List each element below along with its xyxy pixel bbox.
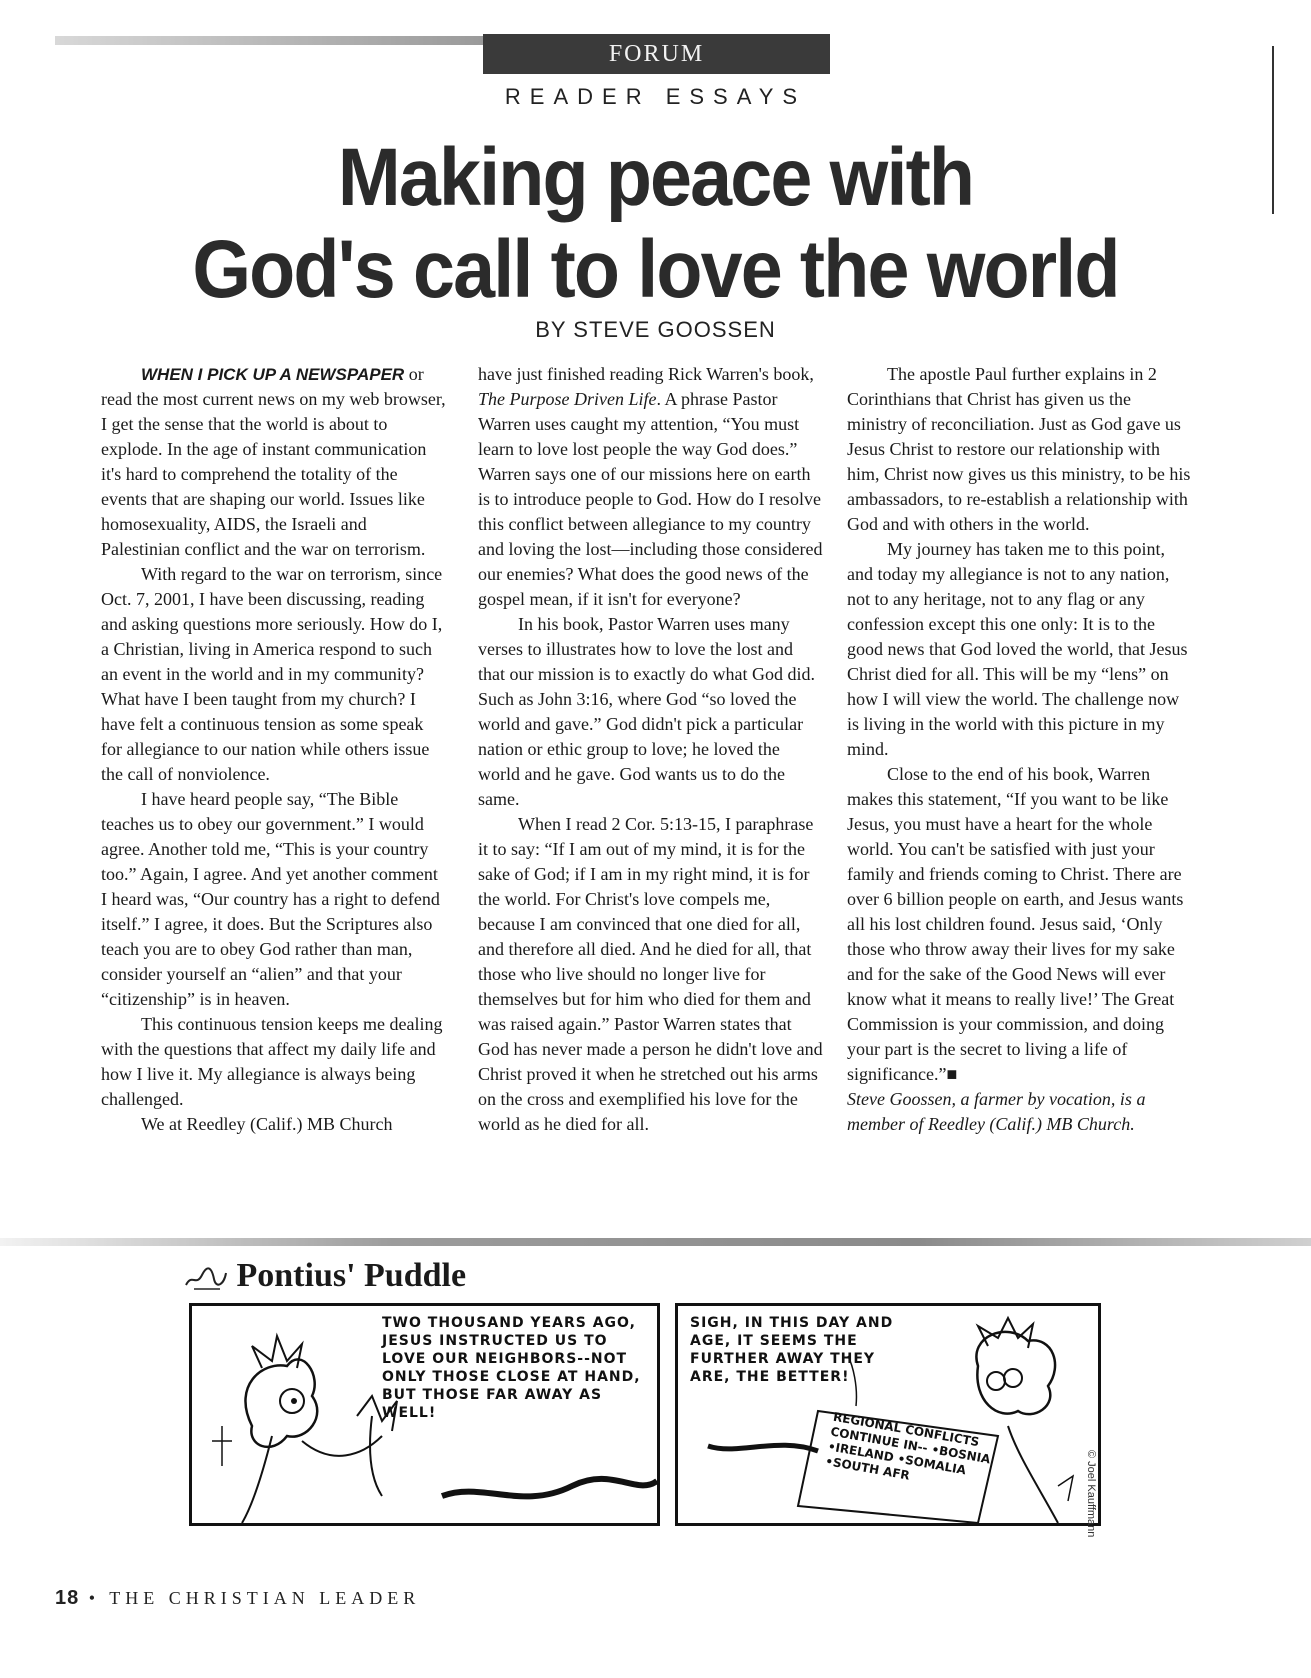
byline: BY STEVE GOOSSEN bbox=[535, 317, 776, 342]
comic-title-text: Pontius' Puddle bbox=[236, 1257, 467, 1294]
paragraph bbox=[847, 762, 1192, 1087]
paragraph: In his book, Pastor Warren uses many verses to illustrates how to love the lost and that our mission is to exactly do what God did. Such as John 3:16, where God “so loved the world and gave.” God didn't pick a particular nation or ethic group to love; he loved the world and he gave. God wants us to do the same. bbox=[478, 614, 815, 809]
speech-bubble-2: SIGH, IN THIS DAY AND AGE, IT SEEMS THE FURTHER AWAY THEY ARE, THE BETTER! bbox=[690, 1315, 894, 1385]
character-illustration bbox=[192, 1306, 657, 1523]
paragraph: We at Reedley (Calif.) MB Church bbox=[141, 1114, 393, 1134]
section-label: FORUM bbox=[483, 34, 830, 74]
comic-title bbox=[184, 1257, 466, 1295]
paragraph: The apostle Paul further explains in 2 Corinthians that Christ has given us the ministry of reconciliation. Just as God gave us Jesus Christ to restore our relationship with him, Christ now gives us this ministry, to be his ambassadors, to re-establish a relationship with God and with others in the world. bbox=[847, 364, 1191, 534]
end-mark: ■ bbox=[946, 1064, 958, 1084]
paragraph: I have heard people say, “The Bible teaches us to obey our government.” I would agree. Another told me, “This is your country too.” Again, I agree. And yet another comment I heard was, “Our country has a right to defend itself.” I agree, it does. But the Scriptures also teach you are to obey God rather than man, consider yourself an “alien” and that your “citizenship” is in heaven. bbox=[101, 789, 440, 1009]
cartoon-signature-icon bbox=[184, 1265, 228, 1291]
page-footer bbox=[55, 1587, 420, 1610]
right-margin-rule bbox=[1272, 46, 1274, 214]
article-column-3 bbox=[847, 362, 1192, 1137]
paragraph-text: Close to the end of his book, Warren makes this statement, “If you want to be like Jesus, you must have a heart for the whole world. You can't be satisfied with just your family and friends coming to Christ. There are over 6 billion people on earth, and Jesus wants all his lost children found. Jesus said, ‘Only those who throw away their lives for my sake and for the sake of the Good News will ever know what it means to really live!’ The Great Commission is your commission, and doing your part is the secret to living a life of significance.” bbox=[847, 764, 1184, 1084]
paragraph: My journey has taken me to this point, and today my allegiance is not to any nation, not to any heritage, not to any flag or any confession except this one only: It is to the good news that God loved the world, that Jesus Christ died for all. This will be my “lens” on how I will view the world. The challenge now is living in the world with this picture in my mind. bbox=[847, 539, 1188, 759]
section-divider bbox=[0, 1238, 1311, 1246]
paragraph: This continuous tension keeps me dealing with the questions that affect my daily life and how I live it. My allegiance is always being challenged. bbox=[101, 1014, 443, 1109]
book-title: The Purpose Driven Life bbox=[478, 389, 657, 409]
newspaper-headline: REGIONAL CONFLICTS CONTINUE IN-- •BOSNIA •IRELAND •SOMALIA •SOUTH AFR bbox=[824, 1409, 992, 1483]
paragraph bbox=[101, 362, 446, 562]
page-number: 18 bbox=[55, 1587, 80, 1609]
top-rule bbox=[55, 36, 483, 45]
comic-panel-1 bbox=[189, 1303, 660, 1526]
speech-bubble-1: TWO THOUSAND YEARS AGO, JESUS INSTRUCTED US TO LOVE OUR NEIGHBORS--NOT ONLY THOSE CLOSE AT HAND, BUT THOSE FAR AWAY AS WELL! bbox=[382, 1315, 641, 1421]
paragraph bbox=[478, 362, 823, 612]
paragraph-text: have just finished reading Rick Warren's book, bbox=[478, 364, 814, 384]
headline-line-2: God's call to love the world bbox=[192, 224, 1119, 315]
character-illustration bbox=[678, 1306, 1098, 1523]
headline-line-1: Making peace with bbox=[337, 132, 974, 223]
article-column-2 bbox=[478, 362, 823, 1137]
author-bio: Steve Goossen, a farmer by vocation, is a member of Reedley (Calif.) MB Church. bbox=[847, 1089, 1146, 1134]
comic-panel-2 bbox=[675, 1303, 1101, 1526]
kicker: READER ESSAYS bbox=[504, 84, 807, 109]
paragraph: With regard to the war on terrorism, since Oct. 7, 2001, I have been discussing, reading and asking questions more seriously. How do I, a Christian, living in America respond to such an event in the world and in my community? What have I been taught from my church? I have felt a continuous tension as some speak for allegiance to our nation while others issue the call of nonviolence. bbox=[101, 564, 443, 784]
cartoon-credit: © Joel Kauffmann bbox=[1085, 1450, 1097, 1538]
footer-separator: • bbox=[88, 1588, 101, 1608]
headline bbox=[52, 132, 1258, 316]
article-column-1 bbox=[101, 362, 446, 1137]
paragraph: When I read 2 Cor. 5:13-15, I paraphrase it to say: “If I am out of my mind, it is for the sake of God; if I am in my right mind, it is for the world. For Christ's love compels me, because I am convinced that one died for all, and therefore all died. And he died for all, that those who live should no longer live for themselves but for him who died for them and was raised again.” Pastor Warren states that God has never made a person he didn't love and Christ proved it when he stretched out his arms on the cross and exemplified his love for the world as he died for all. bbox=[478, 814, 823, 1134]
lead-in: WHEN I PICK UP A NEWSPAPER bbox=[141, 365, 405, 384]
publication-name: THE CHRISTIAN LEADER bbox=[109, 1588, 421, 1608]
paragraph-text: . A phrase Pastor Warren uses caught my attention, “You must learn to love lost people the way God does.” Warren says one of our missions here on earth is to introduce people to God. How do I resolve this conflict between allegiance to my country and loving the lost—including those considered our enemies? What does the good news of the gospel mean, if it isn't for everyone? bbox=[478, 389, 823, 609]
paragraph-text: or read the most current news on my web browser, I get the sense that the world is about to explode. In the age of instant communication it's hard to comprehend the totality of the events that are shaping our world. Issues like homosexuality, AIDS, the Israeli and Palestinian conflict and the war on terrorism. bbox=[101, 364, 446, 559]
